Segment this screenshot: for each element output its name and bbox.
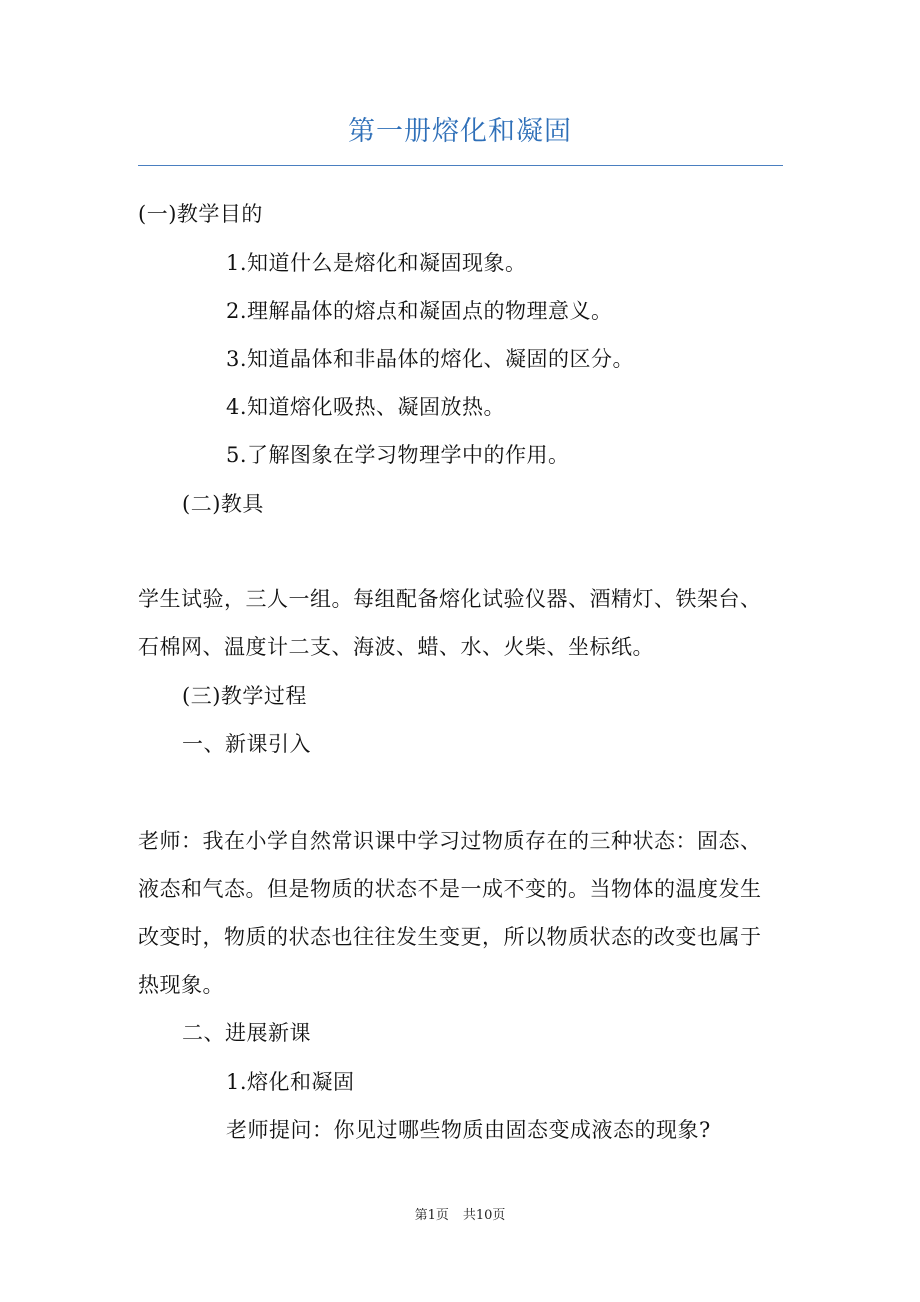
teacher-paragraph-line-4: 热现象。 xyxy=(138,973,224,997)
teacher-paragraph-line-2: 液态和气态。但是物质的状态不是一成不变的。当物体的温度发生 xyxy=(138,877,762,901)
objective-item-2: 2.理解晶体的熔点和凝固点的物理意义。 xyxy=(226,299,613,323)
subsection-heading-intro: 一、新课引入 xyxy=(182,732,311,756)
objective-item-4: 4.知道熔化吸热、凝固放热。 xyxy=(226,395,506,419)
section-heading-objectives: (一)教学目的 xyxy=(138,202,263,226)
subsection-heading-new-lesson: 二、进展新课 xyxy=(182,1021,311,1045)
objective-item-5: 5.了解图象在学习物理学中的作用。 xyxy=(226,443,570,467)
document-title: 第一册熔化和凝固 xyxy=(348,116,572,147)
page-footer xyxy=(0,1206,920,1226)
objective-item-1: 1.知道什么是熔化和凝固现象。 xyxy=(226,251,527,275)
section-heading-equipment: (二)教具 xyxy=(182,492,264,516)
objective-item-3: 3.知道晶体和非晶体的熔化、凝固的区分。 xyxy=(226,347,635,371)
teacher-paragraph-line-3: 改变时，物质的状态也往往发生变更，所以物质状态的改变也属于 xyxy=(138,925,762,949)
section-heading-process: (三)教学过程 xyxy=(182,684,307,708)
teacher-question: 老师提问：你见过哪些物质由固态变成液态的现象? xyxy=(226,1118,711,1142)
equipment-paragraph-line-1: 学生试验，三人一组。每组配备熔化试验仪器、酒精灯、铁架台、 xyxy=(138,587,762,611)
equipment-paragraph-line-2: 石棉网、温度计二支、海波、蜡、水、火柴、坐标纸。 xyxy=(138,635,654,659)
teacher-paragraph-line-1: 老师：我在小学自然常识课中学习过物质存在的三种状态：固态、 xyxy=(138,829,762,853)
page-number: 第1页 xyxy=(414,1208,449,1223)
title-divider xyxy=(138,165,783,166)
topic-heading-melting: 1.熔化和凝固 xyxy=(226,1070,355,1094)
page-total: 共10页 xyxy=(462,1208,506,1223)
